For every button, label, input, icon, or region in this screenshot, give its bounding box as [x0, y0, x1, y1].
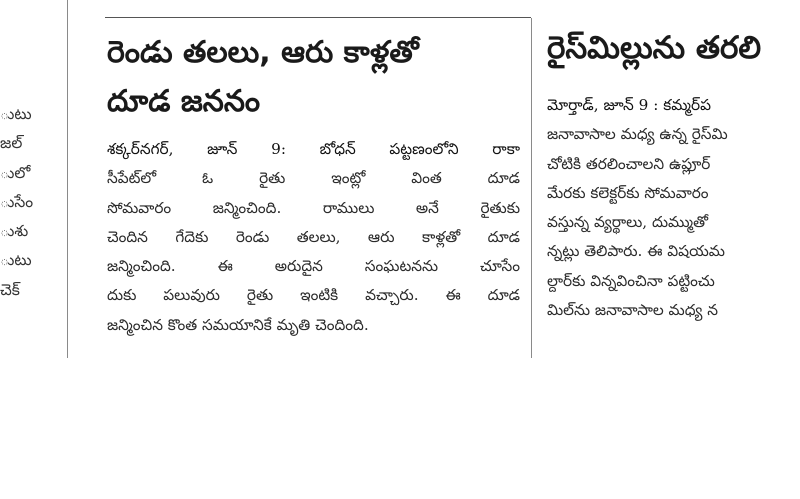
article-body-line: చెందిన గేదెకు రెండు తలలు, ఆరు కాళ్లతో దూడ — [107, 227, 520, 246]
article-body-line: సీపేట్‌లో ఓ రైతు ఇంట్లో వింత దూడ — [107, 169, 520, 188]
article-headline: రైస్‌మిల్లును తరలి — [547, 30, 762, 66]
article-body-line: జన్మించిన కొంత సమయానికే మృతి చెందింది. — [107, 315, 369, 334]
article-body-line: జనావాసాల మధ్య ఉన్న రైస్‌మి — [547, 125, 728, 144]
column-divider-left — [67, 0, 68, 358]
left-fragment-line: ుశు — [0, 222, 29, 241]
left-fragment-line: చెక్ — [0, 280, 20, 299]
left-column-fragment — [0, 100, 40, 305]
article-body-line: వస్తున్న వ్యర్థాలు, దుమ్ముతో — [547, 213, 709, 232]
article-body-line: న్నట్లు తెలిపారు. ఈ విషయమ — [547, 242, 725, 261]
article-headline-line-1: రెండు తలలు, ఆరు కాళ్లతో — [107, 35, 419, 70]
article-headline-line-2: దూడ జననం — [107, 84, 261, 119]
article-calf-birth — [107, 28, 520, 368]
article-body-line: ల్దార్‌కు విన్నవించినా పట్టించు — [547, 271, 715, 290]
left-fragment-line: జల్ — [0, 134, 23, 153]
article-body-line: మేరకు కలెక్టర్‌కు సోమవారం — [547, 183, 709, 202]
article-body-line: దుకు పలువురు రైతు ఇంటికి వచ్చారు. ఈ దూడ — [107, 286, 520, 305]
article-body-line: జన్మించింది. ఈ అరుదైన సంఘటనను చూసేం — [107, 257, 520, 276]
left-fragment-line: ులో — [0, 163, 31, 182]
column-divider-right — [531, 18, 532, 358]
article-rice-mill — [547, 22, 800, 372]
article-body-line: మోర్తాడ్, జూన్ 9 : కమ్మర్‌ప — [547, 96, 711, 114]
left-fragment-line: ుటు — [0, 105, 32, 123]
article-body-line: శక్కర్‌నగర్, జూన్ 9: బోధన్ పట్టణంలోని రాకా — [107, 140, 520, 158]
left-fragment-line: ుటు — [0, 251, 32, 270]
article-body-line: సోమవారం జన్మించింది. రాములు అనే రైతుకు — [107, 198, 520, 217]
top-rule — [105, 17, 531, 18]
article-body-line: మిల్‌ను జనావాసాల మధ్య న — [547, 301, 719, 320]
left-fragment-line: ుసేం — [0, 192, 34, 211]
article-body-line: చోటికి తరలించాలని ఉప్లూర్ — [547, 154, 711, 173]
